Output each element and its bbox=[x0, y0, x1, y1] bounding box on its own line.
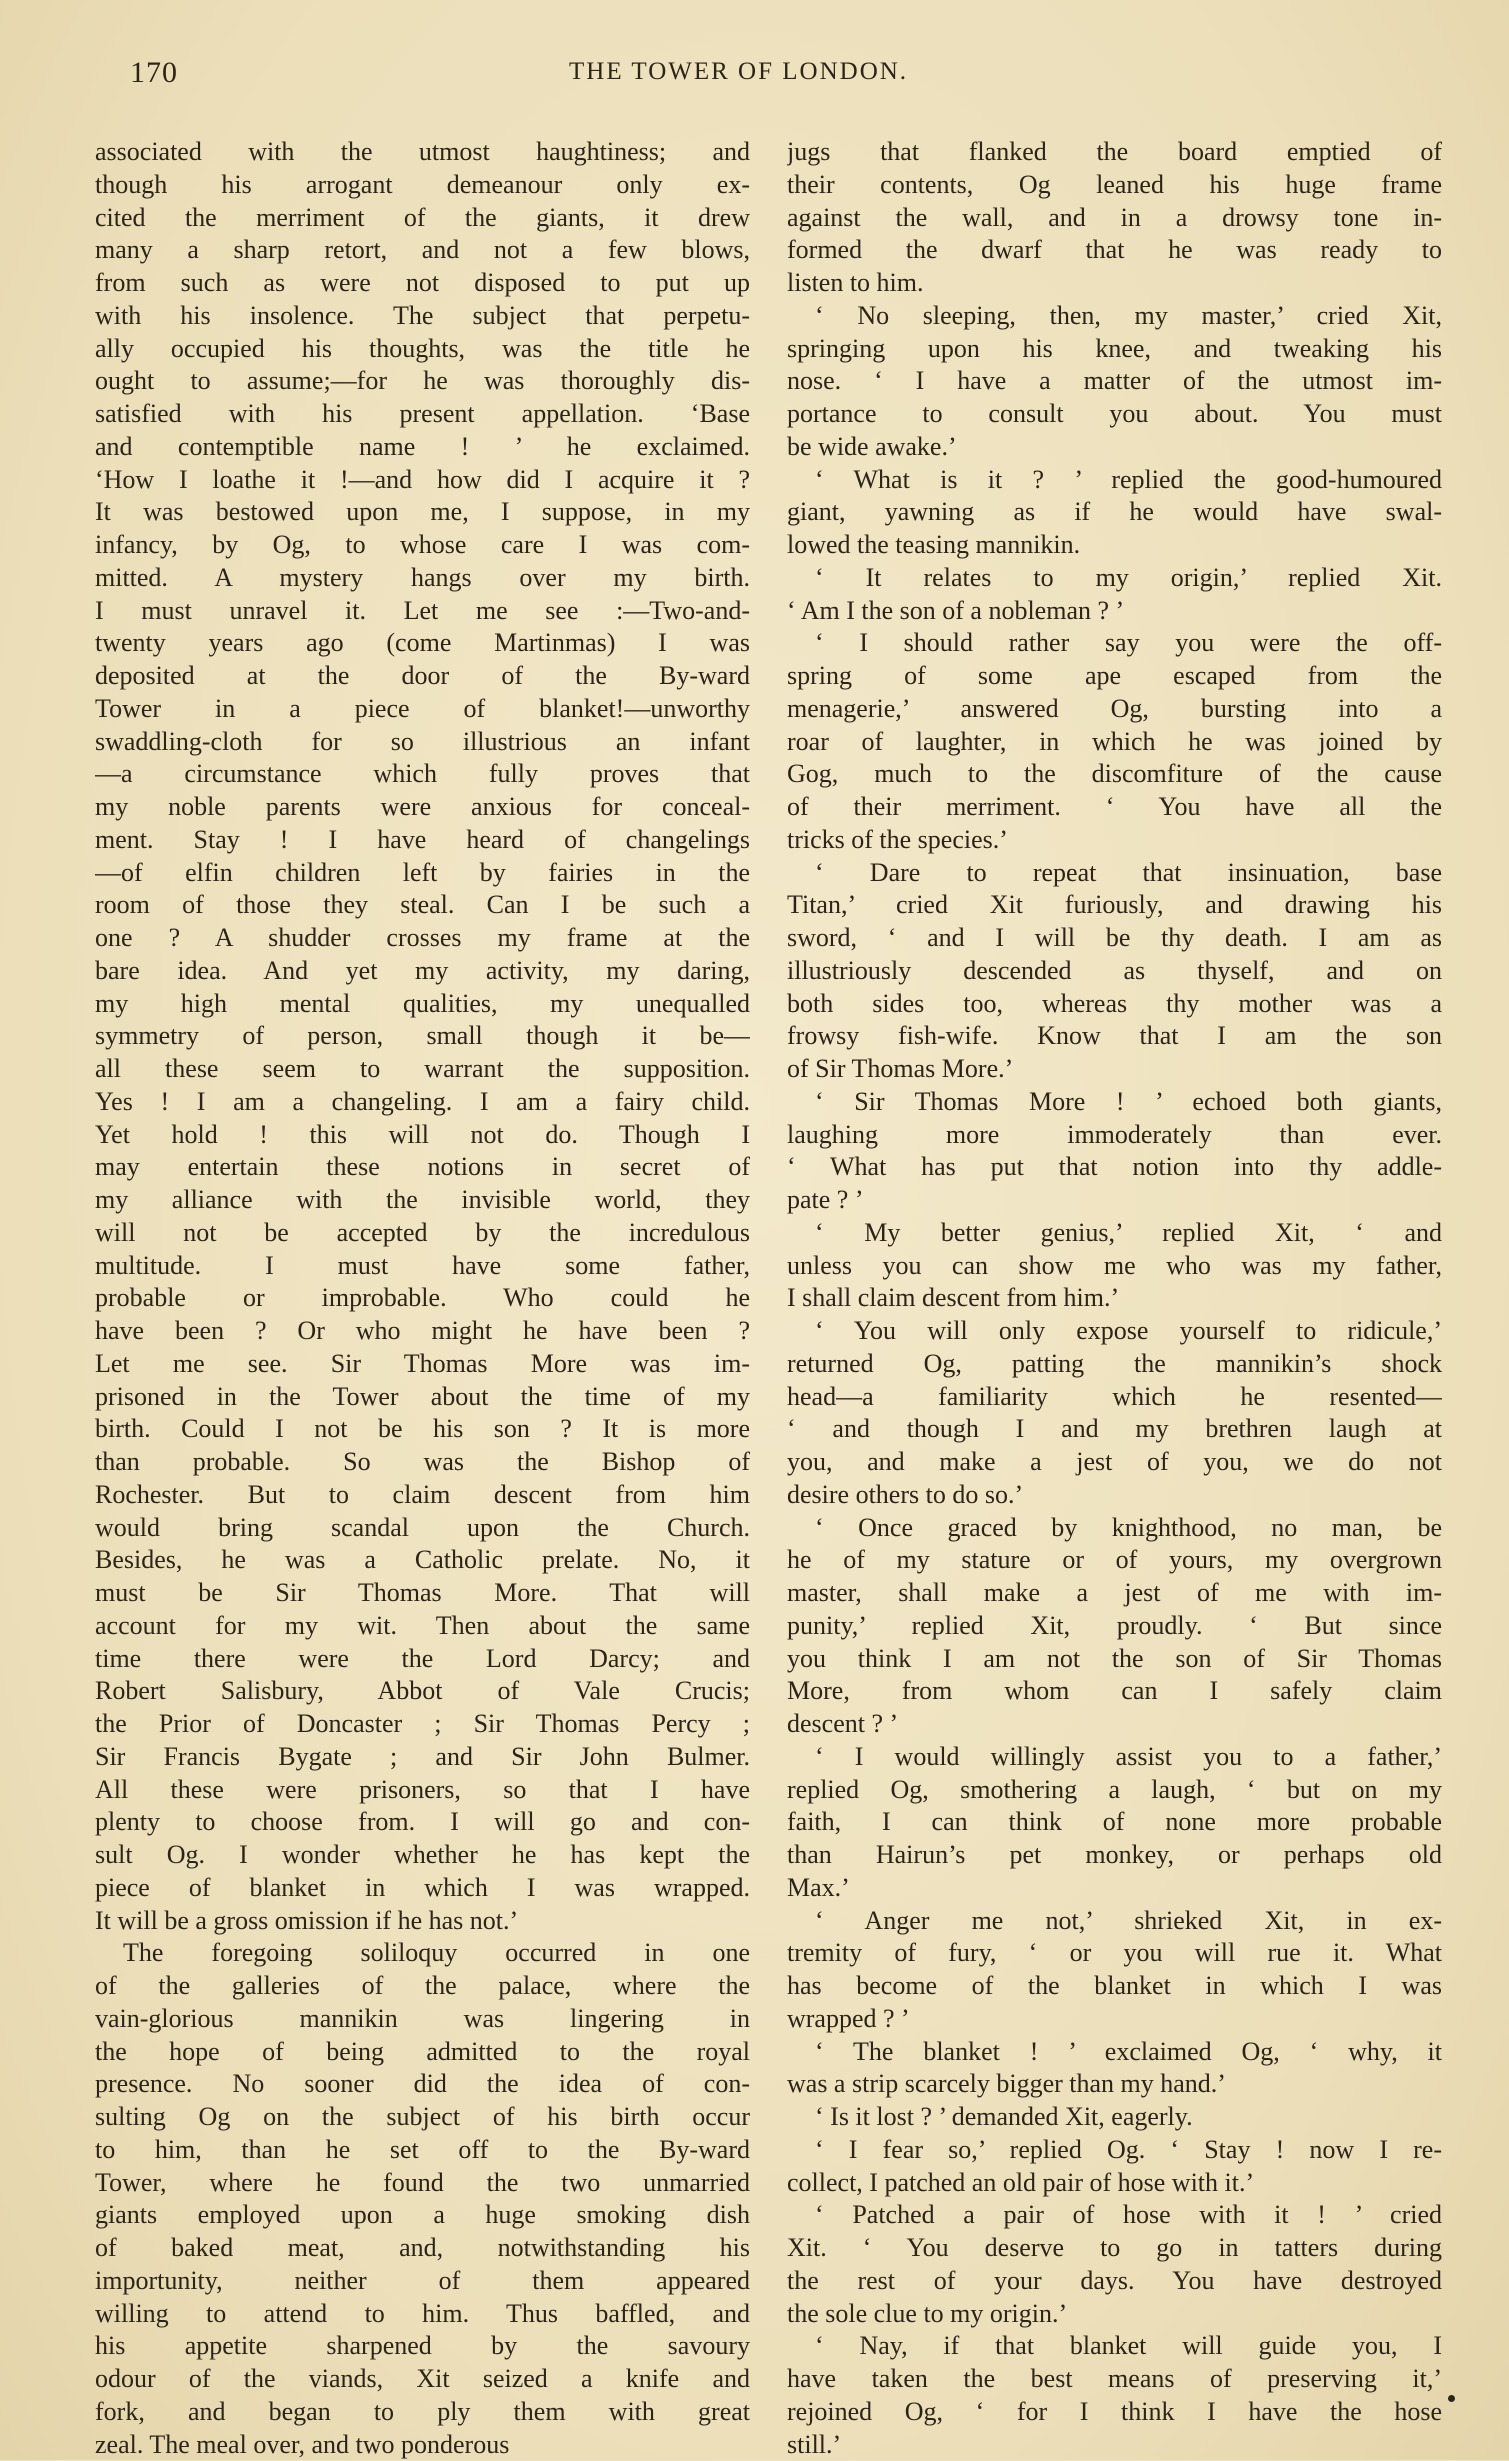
text-line: Max.’ bbox=[787, 1872, 1442, 1905]
text-line: roar of laughter, in which he was joined by bbox=[787, 726, 1442, 759]
text-line: prisoned in the Tower about the time of my bbox=[95, 1381, 750, 1414]
page-end-mark bbox=[1448, 2395, 1455, 2402]
text-line: springing upon his knee, and tweaking his bbox=[787, 333, 1442, 366]
text-line: Besides, he was a Catholic prelate. No, it bbox=[95, 1544, 750, 1577]
text-line: menagerie,’ answered Og, bursting into a bbox=[787, 693, 1442, 726]
text-line: ‘ I would willingly assist you to a father,’ bbox=[787, 1741, 1442, 1774]
text-line: lowed the teasing mannikin. bbox=[787, 529, 1442, 562]
text-line: will not be accepted by the incredulous bbox=[95, 1217, 750, 1250]
text-line: deposited at the door of the By-ward bbox=[95, 660, 750, 693]
text-line: have taken the best means of preserving it,’ bbox=[787, 2363, 1442, 2396]
text-line: sulting Og on the subject of his birth occur bbox=[95, 2101, 750, 2134]
text-line: mitted. A mystery hangs over my birth. bbox=[95, 562, 750, 595]
text-line: desire others to do so.’ bbox=[787, 1479, 1442, 1512]
text-line: master, shall make a jest of me with im- bbox=[787, 1577, 1442, 1610]
text-line: It was bestowed upon me, I suppose, in my bbox=[95, 496, 750, 529]
text-line: the hope of being admitted to the royal bbox=[95, 2036, 750, 2069]
text-line: bare idea. And yet my activity, my daring, bbox=[95, 955, 750, 988]
text-line: birth. Could I not be his son ? It is more bbox=[95, 1413, 750, 1446]
text-line: sult Og. I wonder whether he has kept the bbox=[95, 1839, 750, 1872]
text-line: ‘ Anger me not,’ shrieked Xit, in ex- bbox=[787, 1905, 1442, 1938]
text-line: jugs that flanked the board emptied of bbox=[787, 136, 1442, 169]
text-line: returned Og, patting the mannikin’s shock bbox=[787, 1348, 1442, 1381]
text-line: than Hairun’s pet monkey, or perhaps old bbox=[787, 1839, 1442, 1872]
text-line: my alliance with the invisible world, they bbox=[95, 1184, 750, 1217]
text-line: ‘ Once graced by knighthood, no man, be bbox=[787, 1512, 1442, 1545]
text-line: ‘ Sir Thomas More ! ’ echoed both giants, bbox=[787, 1086, 1442, 1119]
text-line: rejoined Og, ‘ for I think I have the hose bbox=[787, 2396, 1442, 2429]
text-line: replied Og, smothering a laugh, ‘ but on my bbox=[787, 1774, 1442, 1807]
text-line: Tower in a piece of blanket!—unworthy bbox=[95, 693, 750, 726]
text-line: ‘ Dare to repeat that insinuation, base bbox=[787, 857, 1442, 890]
text-line: ‘ Am I the son of a nobleman ? ’ bbox=[787, 595, 1442, 628]
text-line: vain-glorious mannikin was lingering in bbox=[95, 2003, 750, 2036]
text-line: I must unravel it. Let me see :—Two-and- bbox=[95, 595, 750, 628]
text-line: account for my wit. Then about the same bbox=[95, 1610, 750, 1643]
text-line: giant, yawning as if he would have swal- bbox=[787, 496, 1442, 529]
text-line: room of those they steal. Can I be such a bbox=[95, 889, 750, 922]
text-line: of baked meat, and, notwithstanding his bbox=[95, 2232, 750, 2265]
text-line: nose. ‘ I have a matter of the utmost im- bbox=[787, 365, 1442, 398]
text-line: More, from whom can I safely claim bbox=[787, 1675, 1442, 1708]
text-line: ally occupied his thoughts, was the title he bbox=[95, 333, 750, 366]
text-line: —of elfin children left by fairies in the bbox=[95, 857, 750, 890]
text-line: from such as were not disposed to put up bbox=[95, 267, 750, 300]
text-line: ‘ Nay, if that blanket will guide you, I bbox=[787, 2330, 1442, 2363]
text-line: my high mental qualities, my unequalled bbox=[95, 988, 750, 1021]
text-line: with his insolence. The subject that perpetu- bbox=[95, 300, 750, 333]
text-line: many a sharp retort, and not a few blows, bbox=[95, 234, 750, 267]
text-line: still.’ bbox=[787, 2429, 1442, 2461]
text-line: the Prior of Doncaster ; Sir Thomas Percy ; bbox=[95, 1708, 750, 1741]
text-line: Yet hold ! this will not do. Though I bbox=[95, 1119, 750, 1152]
text-line: associated with the utmost haughtiness; and bbox=[95, 136, 750, 169]
text-line: presence. No sooner did the idea of con- bbox=[95, 2068, 750, 2101]
text-line: ought to assume;—for he was thoroughly dis- bbox=[95, 365, 750, 398]
text-line: frowsy fish-wife. Know that I am the son bbox=[787, 1020, 1442, 1053]
text-line: ‘How I loathe it !—and how did I acquire it ? bbox=[95, 464, 750, 497]
text-line: laughing more immoderately than ever. bbox=[787, 1119, 1442, 1152]
text-line: ‘ and though I and my brethren laugh at bbox=[787, 1413, 1442, 1446]
text-line: ‘ Patched a pair of hose with it ! ’ cried bbox=[787, 2199, 1442, 2232]
text-line: ‘ I should rather say you were the off- bbox=[787, 627, 1442, 660]
text-line: has become of the blanket in which I was bbox=[787, 1970, 1442, 2003]
text-line: ‘ I fear so,’ replied Og. ‘ Stay ! now I re- bbox=[787, 2134, 1442, 2167]
text-line: ‘ What is it ? ’ replied the good-humoured bbox=[787, 464, 1442, 497]
text-line: have been ? Or who might he have been ? bbox=[95, 1315, 750, 1348]
page-header bbox=[124, 56, 1454, 96]
text-line: ‘ The blanket ! ’ exclaimed Og, ‘ why, it bbox=[787, 2036, 1442, 2069]
text-line: plenty to choose from. I will go and con- bbox=[95, 1806, 750, 1839]
text-line: you, and make a jest of you, we do not bbox=[787, 1446, 1442, 1479]
text-line: ment. Stay ! I have heard of changelings bbox=[95, 824, 750, 857]
text-line: he of my stature or of yours, my overgrown bbox=[787, 1544, 1442, 1577]
text-line: cited the merriment of the giants, it drew bbox=[95, 202, 750, 235]
text-line: Let me see. Sir Thomas More was im- bbox=[95, 1348, 750, 1381]
text-line: ‘ No sleeping, then, my master,’ cried Xit, bbox=[787, 300, 1442, 333]
text-line: may entertain these notions in secret of bbox=[95, 1151, 750, 1184]
text-line: willing to attend to him. Thus baffled, and bbox=[95, 2298, 750, 2331]
text-line: Yes ! I am a changeling. I am a fairy child. bbox=[95, 1086, 750, 1119]
text-line: both sides too, whereas thy mother was a bbox=[787, 988, 1442, 1021]
text-line: punity,’ replied Xit, proudly. ‘ But since bbox=[787, 1610, 1442, 1643]
text-line: portance to consult you about. You must bbox=[787, 398, 1442, 431]
text-line: spring of some ape escaped from the bbox=[787, 660, 1442, 693]
text-line: collect, I patched an old pair of hose with it.’ bbox=[787, 2167, 1442, 2200]
right-text-column bbox=[787, 136, 1442, 2461]
text-line: of their merriment. ‘ You have all the bbox=[787, 791, 1442, 824]
text-line: satisfied with his present appellation. ‘Base bbox=[95, 398, 750, 431]
text-line: wrapped ? ’ bbox=[787, 2003, 1442, 2036]
text-line: unless you can show me who was my father, bbox=[787, 1250, 1442, 1283]
text-line: was a strip scarcely bigger than my hand.’ bbox=[787, 2068, 1442, 2101]
text-line: the sole clue to my origin.’ bbox=[787, 2298, 1442, 2331]
text-line: It will be a gross omission if he has not.’ bbox=[95, 1905, 750, 1938]
text-line: piece of blanket in which I was wrapped. bbox=[95, 1872, 750, 1905]
text-line: to him, than he set off to the By-ward bbox=[95, 2134, 750, 2167]
text-line: Rochester. But to claim descent from him bbox=[95, 1479, 750, 1512]
text-line: probable or improbable. Who could he bbox=[95, 1282, 750, 1315]
text-line: you think I am not the son of Sir Thomas bbox=[787, 1643, 1442, 1676]
text-line: zeal. The meal over, and two ponderous bbox=[95, 2429, 750, 2461]
text-line: giants employed upon a huge smoking dish bbox=[95, 2199, 750, 2232]
text-line: though his arrogant demeanour only ex- bbox=[95, 169, 750, 202]
text-line: twenty years ago (come Martinmas) I was bbox=[95, 627, 750, 660]
text-line: would bring scandal upon the Church. bbox=[95, 1512, 750, 1545]
text-line: tremity of fury, ‘ or you will rue it. What bbox=[787, 1937, 1442, 1970]
text-line: time there were the Lord Darcy; and bbox=[95, 1643, 750, 1676]
text-line: Robert Salisbury, Abbot of Vale Crucis; bbox=[95, 1675, 750, 1708]
text-line: Tower, where he found the two unmarried bbox=[95, 2167, 750, 2200]
left-text-column bbox=[95, 136, 750, 2461]
text-line: faith, I can think of none more probable bbox=[787, 1806, 1442, 1839]
text-line: fork, and began to ply them with great bbox=[95, 2396, 750, 2429]
text-line: illustriously descended as thyself, and on bbox=[787, 955, 1442, 988]
text-line: swaddling-cloth for so illustrious an infant bbox=[95, 726, 750, 759]
text-line: importunity, neither of them appeared bbox=[95, 2265, 750, 2298]
text-line: I shall claim descent from him.’ bbox=[787, 1282, 1442, 1315]
text-line: The foregoing soliloquy occurred in one bbox=[95, 1937, 750, 1970]
text-line: of the galleries of the palace, where the bbox=[95, 1970, 750, 2003]
text-line: Gog, much to the discomfiture of the cause bbox=[787, 758, 1442, 791]
text-line: be wide awake.’ bbox=[787, 431, 1442, 464]
text-line: all these seem to warrant the supposition. bbox=[95, 1053, 750, 1086]
text-line: descent ? ’ bbox=[787, 1708, 1442, 1741]
text-line: of Sir Thomas More.’ bbox=[787, 1053, 1442, 1086]
running-title: THE TOWER OF LONDON. bbox=[569, 58, 908, 86]
text-line: odour of the viands, Xit seized a knife and bbox=[95, 2363, 750, 2396]
text-line: their contents, Og leaned his huge frame bbox=[787, 169, 1442, 202]
text-line: ‘ Is it lost ? ’ demanded Xit, eagerly. bbox=[787, 2101, 1442, 2134]
text-line: ‘ It relates to my origin,’ replied Xit. bbox=[787, 562, 1442, 595]
text-line: one ? A shudder crosses my frame at the bbox=[95, 922, 750, 955]
text-line: ‘ My better genius,’ replied Xit, ‘ and bbox=[787, 1217, 1442, 1250]
text-line: —a circumstance which fully proves that bbox=[95, 758, 750, 791]
text-line: pate ? ’ bbox=[787, 1184, 1442, 1217]
text-line: than probable. So was the Bishop of bbox=[95, 1446, 750, 1479]
text-line: ‘ You will only expose yourself to ridicule,’ bbox=[787, 1315, 1442, 1348]
text-line: Titan,’ cried Xit furiously, and drawing his bbox=[787, 889, 1442, 922]
text-line: multitude. I must have some father, bbox=[95, 1250, 750, 1283]
text-line: and contemptible name ! ’ he exclaimed. bbox=[95, 431, 750, 464]
text-line: tricks of the species.’ bbox=[787, 824, 1442, 857]
text-line: my noble parents were anxious for conceal- bbox=[95, 791, 750, 824]
text-line: symmetry of person, small though it be— bbox=[95, 1020, 750, 1053]
text-line: must be Sir Thomas More. That will bbox=[95, 1577, 750, 1610]
text-line: the rest of your days. You have destroyed bbox=[787, 2265, 1442, 2298]
text-line: Sir Francis Bygate ; and Sir John Bulmer. bbox=[95, 1741, 750, 1774]
text-line: his appetite sharpened by the savoury bbox=[95, 2330, 750, 2363]
text-line: ‘ What has put that notion into thy addle- bbox=[787, 1151, 1442, 1184]
text-line: Xit. ‘ You deserve to go in tatters during bbox=[787, 2232, 1442, 2265]
text-line: All these were prisoners, so that I have bbox=[95, 1774, 750, 1807]
text-line: infancy, by Og, to whose care I was com- bbox=[95, 529, 750, 562]
text-line: formed the dwarf that he was ready to bbox=[787, 234, 1442, 267]
text-line: sword, ‘ and I will be thy death. I am as bbox=[787, 922, 1442, 955]
text-line: against the wall, and in a drowsy tone in- bbox=[787, 202, 1442, 235]
page-number: 170 bbox=[130, 56, 178, 90]
text-line: head—a familiarity which he resented— bbox=[787, 1381, 1442, 1414]
text-line: listen to him. bbox=[787, 267, 1442, 300]
